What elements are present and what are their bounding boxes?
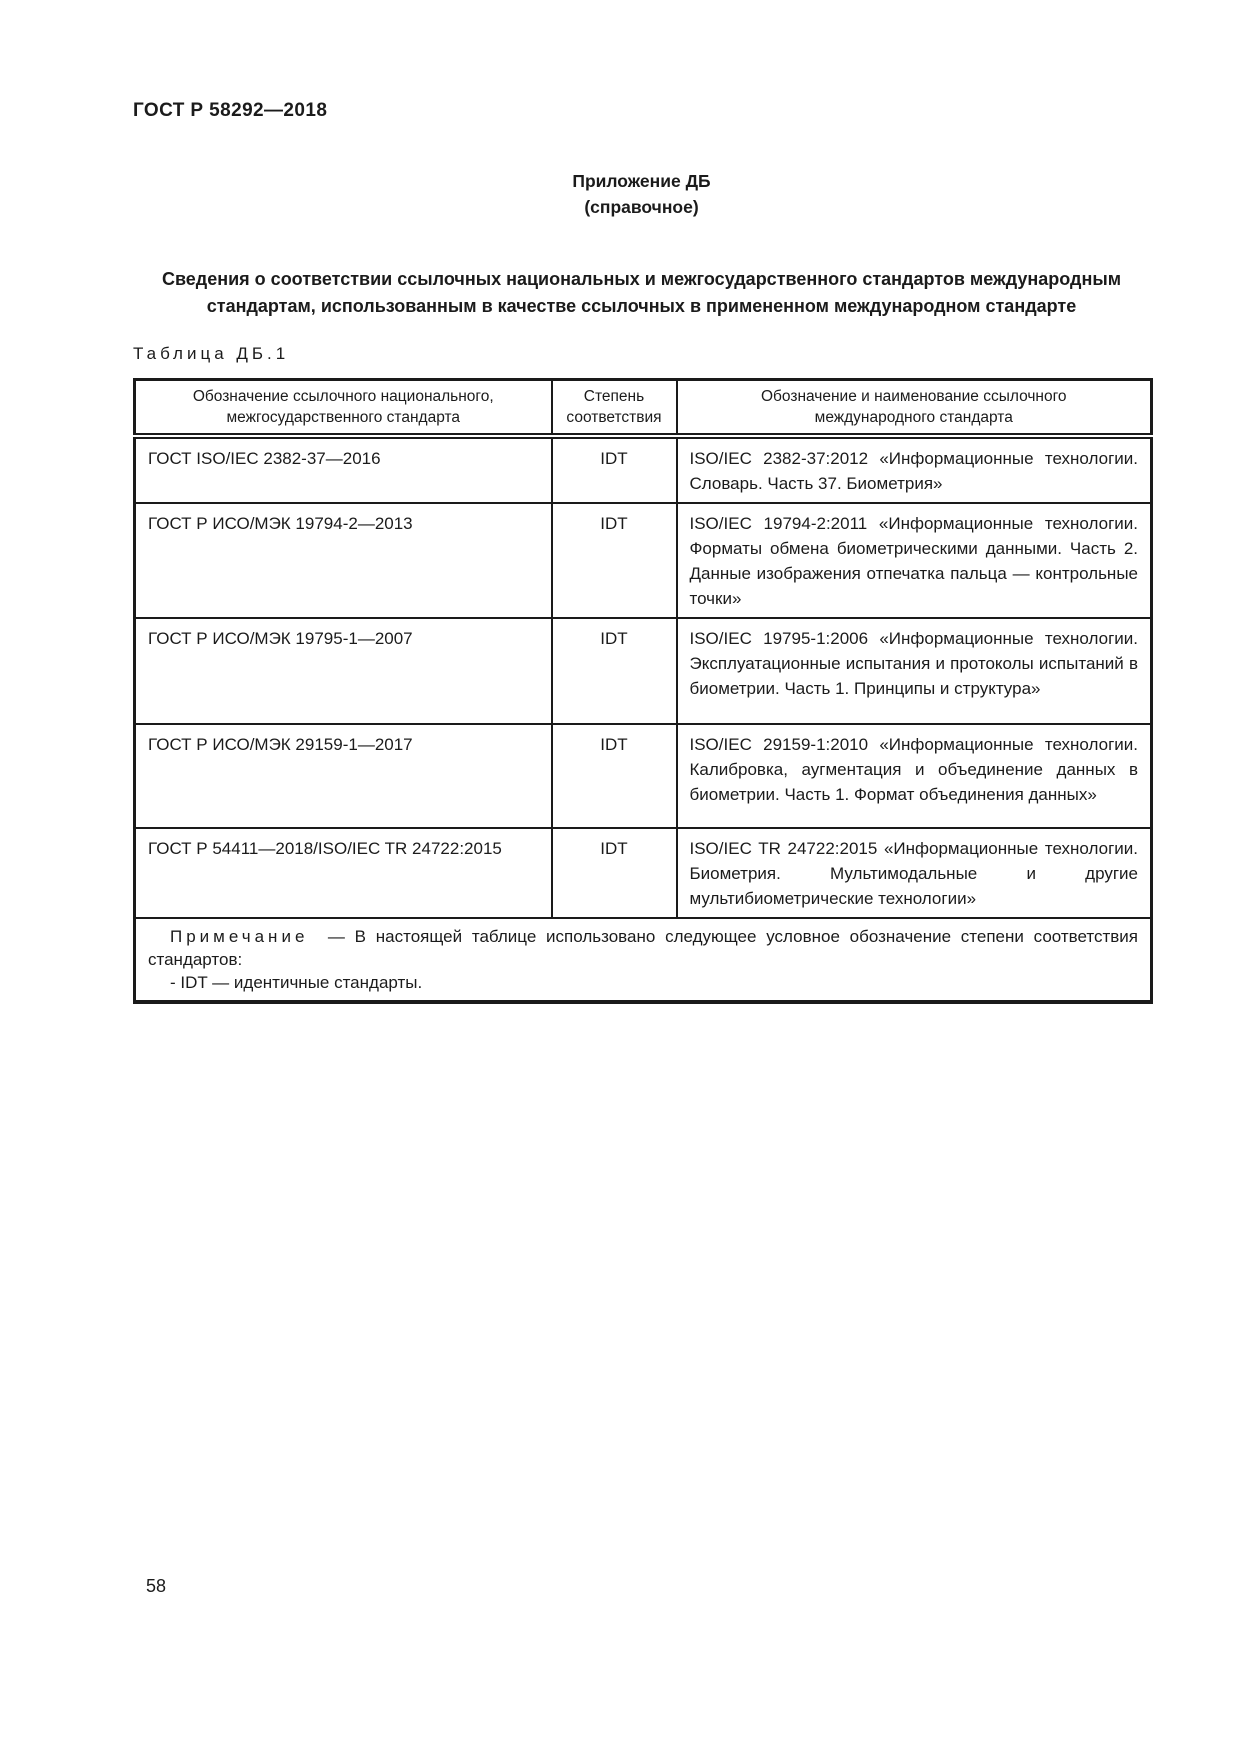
table-header-row — [135, 380, 1152, 437]
appendix-type: (справочное) — [584, 197, 699, 217]
standard-number-header: ГОСТ Р 58292—2018 — [133, 100, 328, 121]
cell-national: ГОСТ Р 54411—2018/ISO/IEC TR 24722:2015 — [135, 828, 552, 918]
note-item: - IDT — идентичные стандарты. — [170, 973, 423, 992]
cell-degree: IDT — [552, 724, 677, 828]
col-header-national-standard: Обозначение ссылочного национального, межгосударственного стандарта — [135, 380, 552, 437]
cell-international: ISO/IEC 19795-1:2006 «Информационные технологии. Эксплуатационные испытания и протоколы испытаний в биометрии. Часть 1. Принципы и структура» — [677, 618, 1152, 724]
appendix-heading — [133, 168, 1150, 220]
cell-degree: IDT — [552, 436, 677, 503]
cell-international: ISO/IEC TR 24722:2015 «Информационные технологии. Биометрия. Мультимодальные и другие мультибиометрические технологии» — [677, 828, 1152, 918]
cell-national: ГОСТ Р ИСО/МЭК 19794-2—2013 — [135, 503, 552, 618]
table-row — [135, 828, 1152, 918]
page-number: 58 — [146, 1576, 167, 1596]
table-row — [135, 503, 1152, 618]
note-label: Примечание — [170, 927, 309, 946]
cell-degree: IDT — [552, 618, 677, 724]
table-caption: Таблица ДБ.1 — [133, 344, 290, 363]
table-row — [135, 618, 1152, 724]
cell-degree: IDT — [552, 828, 677, 918]
note-body: — В настоящей таблице использовано следующее условное обозначение степени соответствия стандартов: — [148, 927, 1138, 969]
cell-national: ГОСТ ISO/IEC 2382-37—2016 — [135, 436, 552, 503]
table-note — [135, 918, 1152, 1002]
cell-international: ISO/IEC 19794-2:2011 «Информационные технологии. Форматы обмена биометрическими данными. Часть 2. Данные изображения отпечатка пальца — контрольные точки» — [677, 503, 1152, 618]
col-header-international-standard: Обозначение и наименование ссылочного международного стандарта — [677, 380, 1152, 437]
page-content — [133, 0, 1150, 1004]
cell-national: ГОСТ Р ИСО/МЭК 19795-1—2007 — [135, 618, 552, 724]
table-note-row — [135, 918, 1152, 1002]
cell-national: ГОСТ Р ИСО/МЭК 29159-1—2017 — [135, 724, 552, 828]
table-row — [135, 436, 1152, 503]
table-row — [135, 724, 1152, 828]
col-header-degree: Степень соответствия — [552, 380, 677, 437]
cell-international: ISO/IEC 29159-1:2010 «Информационные технологии. Калибровка, аугментация и объединение данных в биометрии. Часть 1. Формат объединения данных» — [677, 724, 1152, 828]
document-title: Сведения о соответствии ссылочных национальных и межгосударственного стандартов международным стандартам, использованным в качестве ссылочных в примененном международном стандарте — [161, 269, 1122, 316]
note-text — [148, 925, 1138, 971]
cell-degree: IDT — [552, 503, 677, 618]
table-header — [135, 380, 1152, 437]
appendix-label: Приложение ДБ — [572, 171, 711, 191]
correspondence-table — [133, 378, 1153, 1004]
cell-international: ISO/IEC 2382-37:2012 «Информационные технологии. Словарь. Часть 37. Биометрия» — [677, 436, 1152, 503]
